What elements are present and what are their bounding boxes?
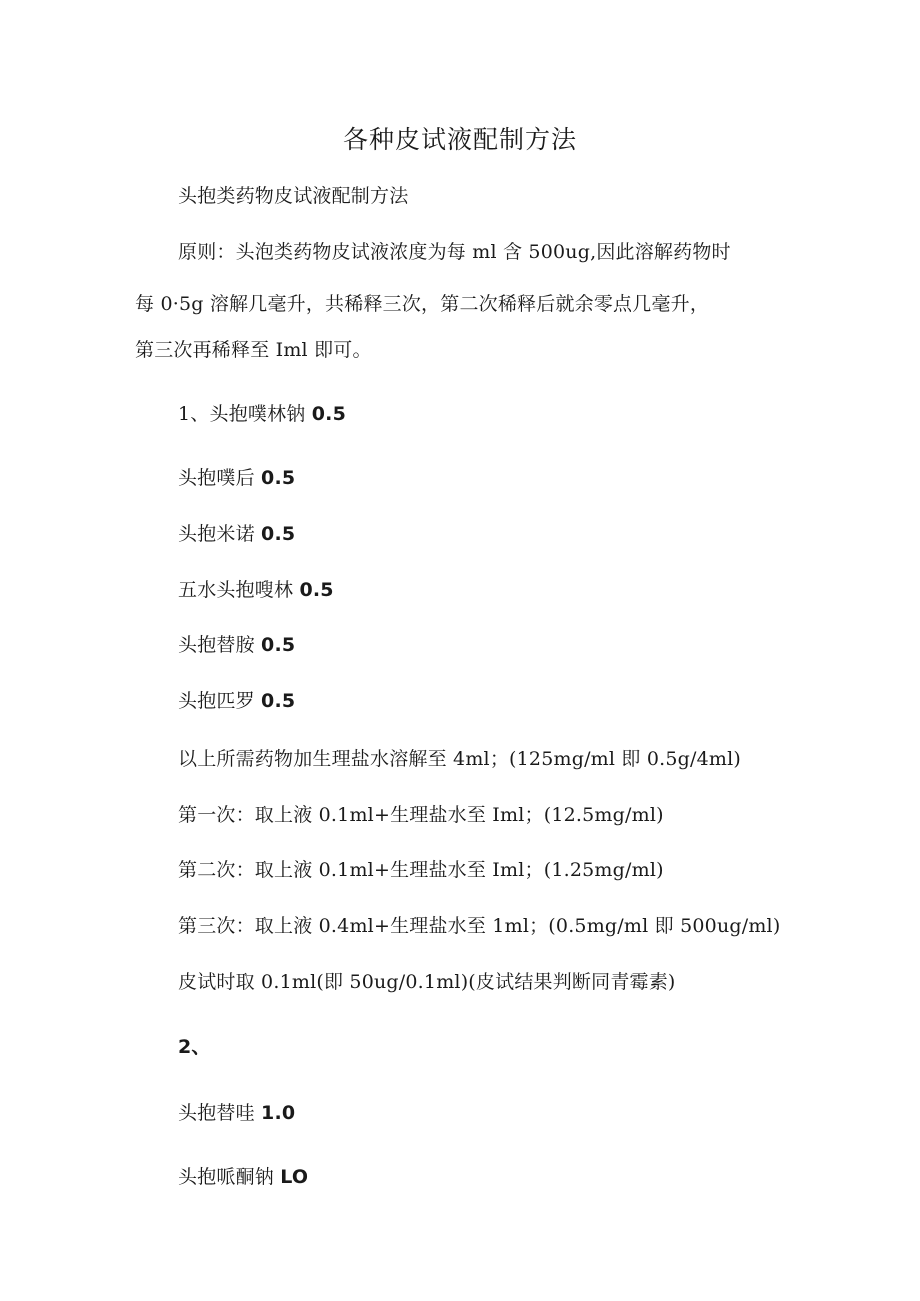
drug-item — [178, 578, 334, 602]
group-1-heading-name: 1、头抱噗林钠 — [178, 403, 312, 425]
drug-dose: 0.5 — [261, 523, 296, 545]
dilution-step: 皮试时取 0.1ml(即 50ug/0.1ml)(皮试结果判断同青霉素) — [178, 971, 676, 993]
drug-name: 五水头抱嗖林 — [178, 579, 300, 601]
principle-line-3: 第三次再稀释至 Iml 即可。 — [135, 339, 372, 361]
document-title: 各种皮试液配制方法 — [342, 125, 577, 154]
drug-dose: LO — [280, 1166, 309, 1188]
drug-item — [178, 466, 295, 490]
dilution-step: 第一次：取上液 0.1ml+生理盐水至 Iml；(12.5mg/ml) — [178, 804, 664, 826]
drug-dose: 0.5 — [261, 634, 296, 656]
drug-name: 头抱替胺 — [178, 634, 262, 656]
dilution-step: 第二次：取上液 0.1ml+生理盐水至 Iml；(1.25mg/ml) — [178, 859, 664, 881]
drug-dose: 0.5 — [261, 690, 296, 712]
drug-dose: 0.5 — [261, 467, 296, 489]
drug-name: 头抱替哇 — [178, 1102, 262, 1124]
drug-name: 头抱米诺 — [178, 523, 262, 545]
drug-item — [178, 689, 295, 713]
dilution-step: 第三次：取上液 0.4ml+生理盐水至 1ml；(0.5mg/ml 即 500ug/ml) — [178, 915, 781, 937]
drug-item — [178, 633, 295, 657]
drug-name: 头抱匹罗 — [178, 690, 262, 712]
drug-item — [178, 1101, 295, 1125]
group-2-heading: 2、 — [178, 1036, 211, 1058]
principle-line-1: 原则：头泡类药物皮试液浓度为每 ml 含 500ug,因此溶解药物时 — [178, 241, 731, 263]
drug-name: 头抱噗后 — [178, 467, 262, 489]
section-subtitle: 头抱类药物皮试液配制方法 — [178, 185, 409, 207]
drug-name: 头抱哌酮钠 — [178, 1166, 281, 1188]
group-1-heading-dose: 0.5 — [311, 403, 346, 425]
drug-dose: 0.5 — [299, 579, 334, 601]
principle-line-2: 每 0·5g 溶解几毫升，共稀释三次，第二次稀释后就余零点几毫升， — [135, 293, 710, 315]
dilution-step: 以上所需药物加生理盐水溶解至 4ml；(125mg/ml 即 0.5g/4ml) — [178, 748, 742, 770]
drug-dose: 1.0 — [261, 1102, 296, 1124]
drug-item — [178, 522, 295, 546]
drug-item — [178, 1165, 308, 1189]
group-1-heading — [178, 402, 346, 426]
